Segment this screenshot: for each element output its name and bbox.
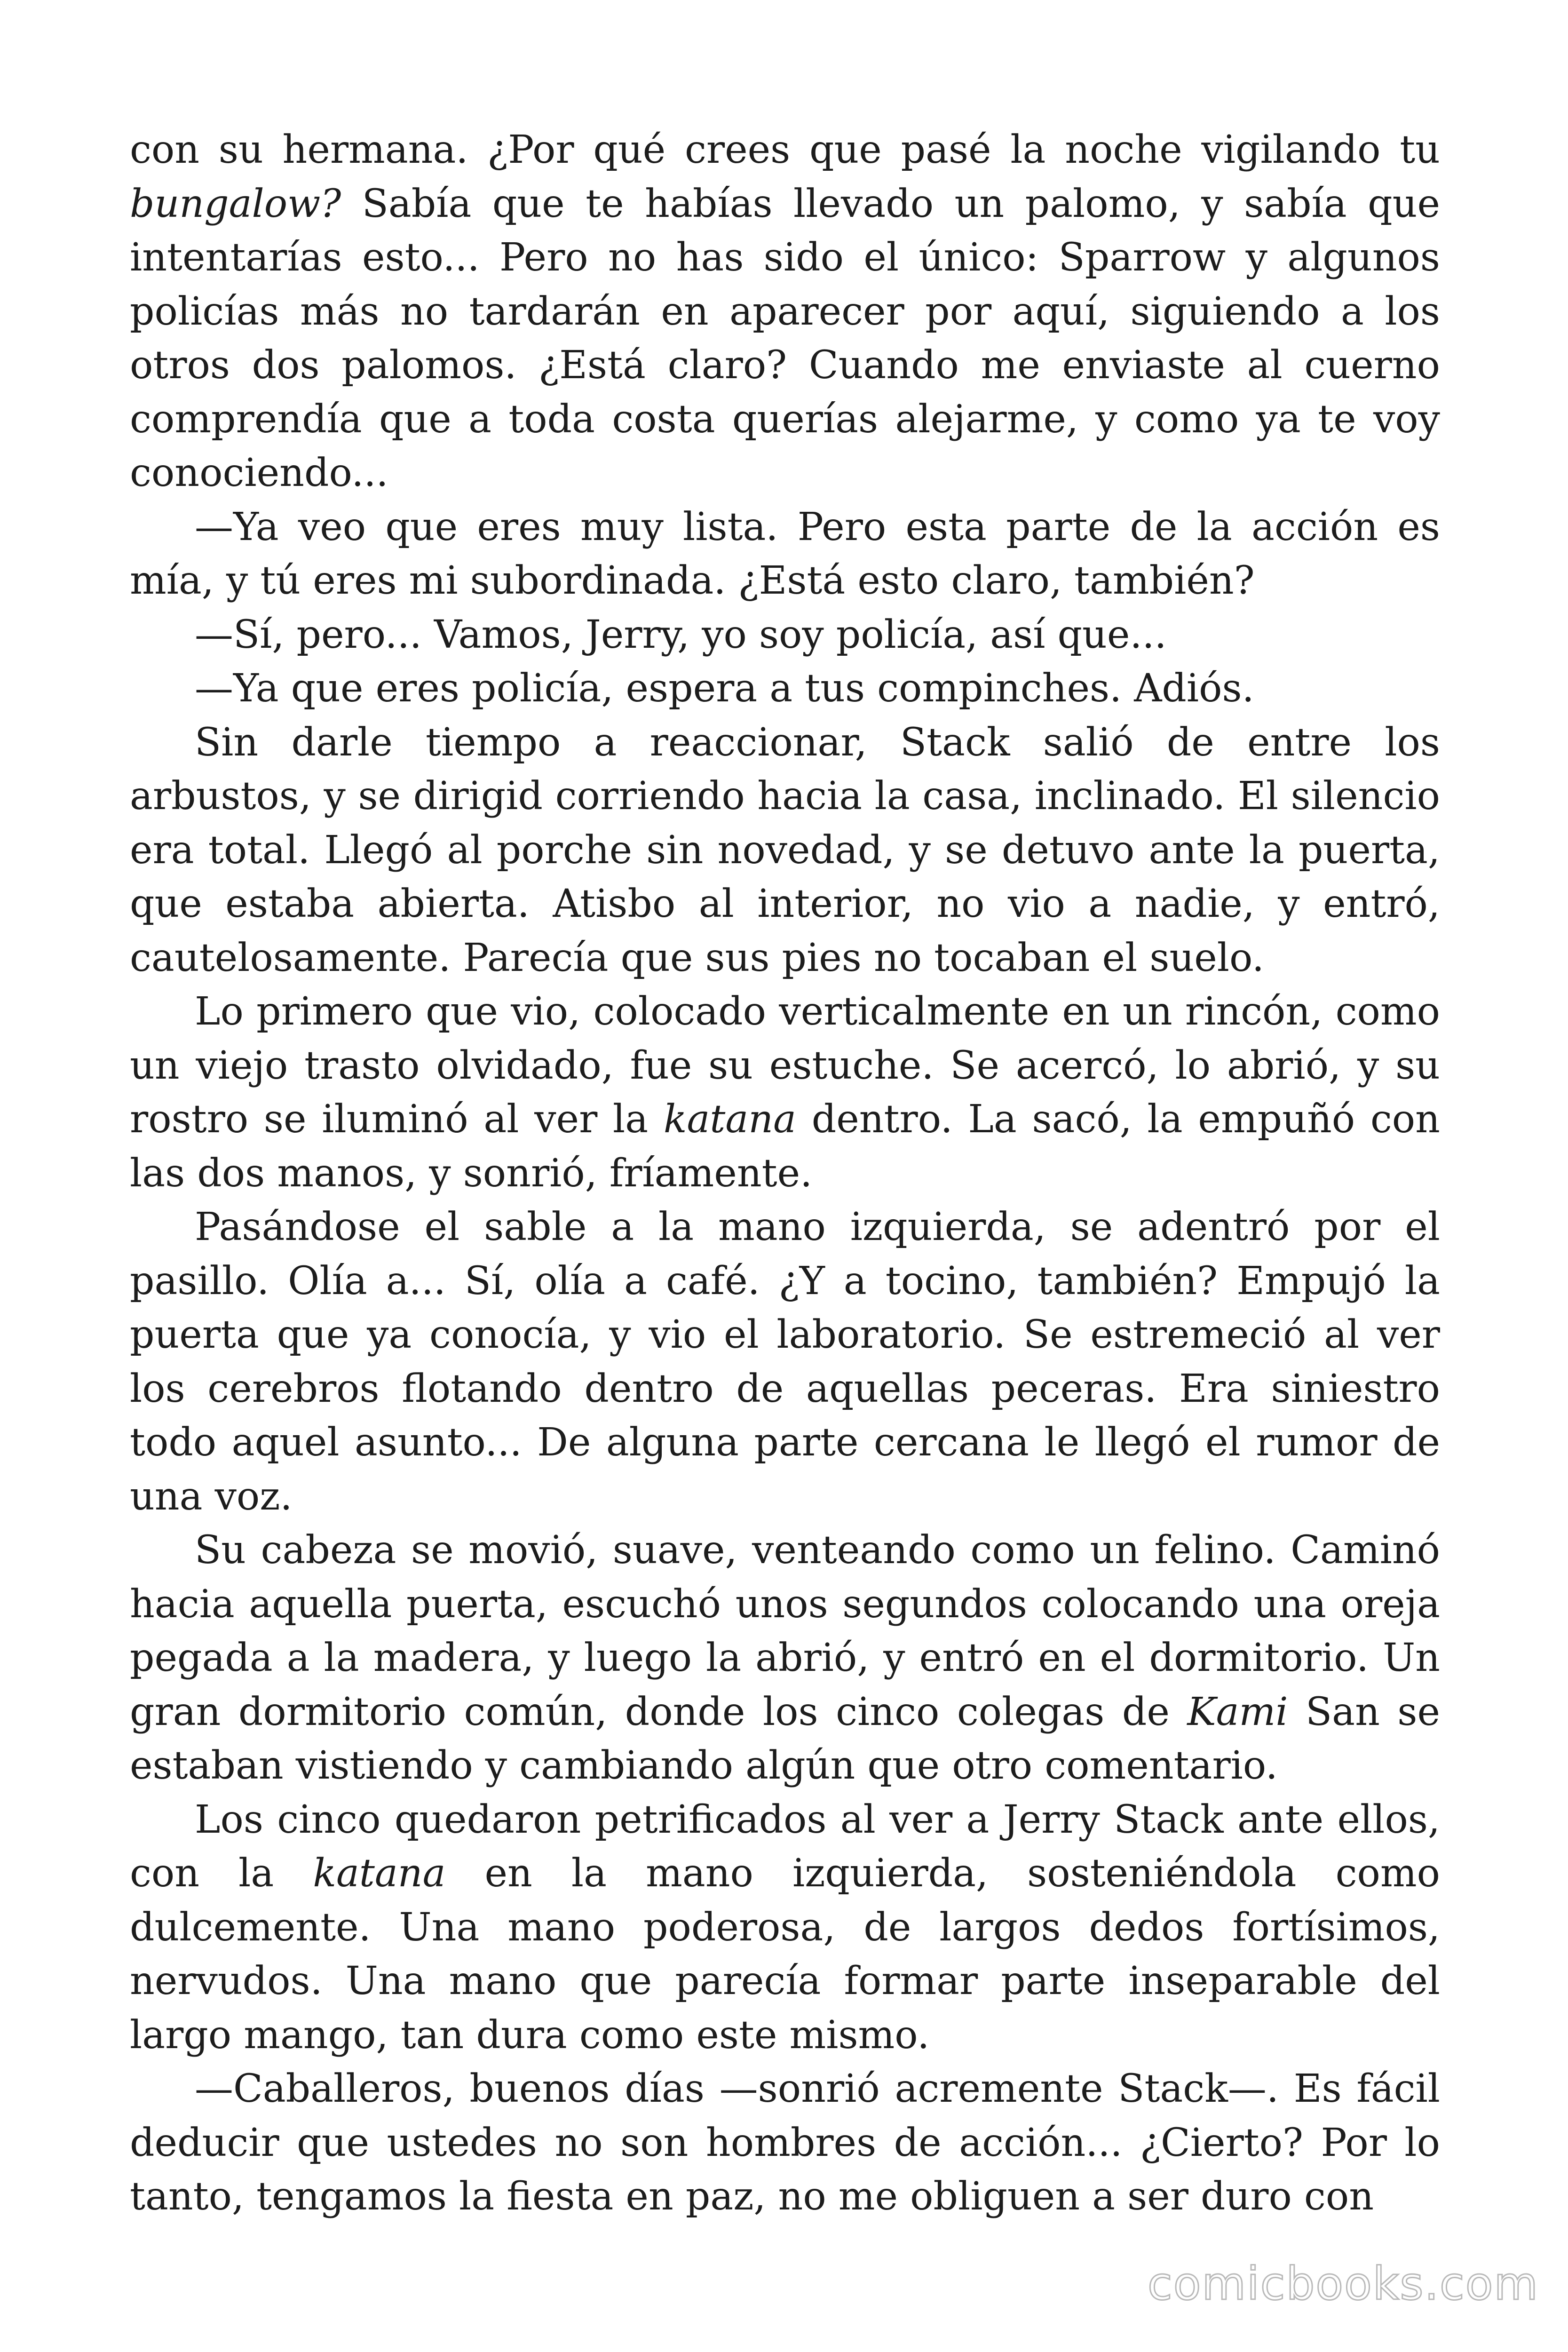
text-run: —Caballeros, buenos días —sonrió acremente Stack—. Es fácil deducir que ustedes no son hombres de acción... ¿Cierto? Por lo tanto, tengamos la fiesta en paz, no me obliguen a ser duro con (130, 2066, 1440, 2219)
paragraph (130, 123, 1440, 501)
italic-text-run: Kami (1187, 1689, 1288, 1734)
text-run: —Ya que eres policía, espera a tus compinches. Adiós. (195, 666, 1254, 711)
paragraph (130, 1793, 1440, 2063)
text-run: con su hermana. ¿Por qué crees que pasé la noche vigilando tu (130, 127, 1440, 172)
text-run: —Sí, pero... Vamos, Jerry, yo soy policía, así que... (195, 612, 1167, 657)
paragraph (130, 662, 1440, 716)
text-run: dentro. La sacó, la empuñó con las dos manos, y sonrió, fríamente. (130, 1097, 1440, 1196)
italic-text-run: katana (663, 1097, 796, 1142)
text-run: Sin darle tiempo a reaccionar, Stack salió de entre los arbustos, y se dirigid corriendo hacia la casa, inclinado. El silencio era total. Llegó al porche sin novedad, y se detuvo ante la puerta, que estaba abierta. Atisbo al interior, no vio a nadie, y entró, cautelosamente. Parecía que sus pies no tocaban el suelo. (130, 720, 1440, 980)
paragraph (130, 1524, 1440, 1793)
text-run: Los cinco quedaron petrificados al ver a Jerry Stack ante ellos, con la (130, 1797, 1440, 1896)
text-run: Sabía que te habías llevado un palomo, y sabía que intentarías esto... Pero no has sido el único: Sparrow y algunos policías más no tardarán en aparecer por aquí, siguiendo a los otros dos palomos. ¿Está claro? Cuando me enviaste al cuerno comprendía que a toda costa querías alejarme, y como ya te voy conociendo... (130, 181, 1440, 495)
watermark: comicbooks.com (1148, 2257, 1539, 2310)
page-text-body (130, 123, 1440, 2224)
text-run: San se estaban vistiendo y cambiando algún que otro comentario. (130, 1689, 1440, 1788)
paragraph (130, 608, 1440, 662)
text-run: en la mano izquierda, sosteniéndola como dulcemente. Una mano poderosa, de largos dedos fortísimos, nervudos. Una mano que parecía formar parte inseparable del largo mango, tan dura como este mismo. (130, 1851, 1440, 2058)
paragraph (130, 716, 1440, 985)
text-run: —Ya veo que eres muy lista. Pero esta parte de la acción es mía, y tú eres mi subordinada. ¿Está esto claro, también? (130, 504, 1440, 603)
paragraph (130, 2062, 1440, 2224)
text-run: Pasándose el sable a la mano izquierda, se adentró por el pasillo. Olía a... Sí, olía a café. ¿Y a tocino, también? Empujó la puerta que ya conocía, y vio el laboratorio. Se estremeció al ver los cerebros flotando dentro de aquellas peceras. Era siniestro todo aquel asunto... De alguna parte cercana le llegó el rumor de una voz. (130, 1205, 1440, 1519)
text-run: Su cabeza se movió, suave, venteando como un felino. Caminó hacia aquella puerta, escuchó unos segundos colocando una oreja pegada a la madera, y luego la abrió, y entró en el dormitorio. Un gran dormitorio común, donde los cinco colegas de (130, 1528, 1440, 1734)
paragraph (130, 501, 1440, 608)
italic-text-run: bungalow? (130, 181, 341, 226)
text-run: Lo primero que vio, colocado verticalmente en un rincón, como un viejo trasto olvidado, fue su estuche. Se acercó, lo abrió, y su rostro se iluminó al ver la (130, 989, 1440, 1142)
paragraph (130, 985, 1440, 1200)
paragraph (130, 1200, 1440, 1524)
italic-text-run: katana (313, 1851, 446, 1896)
